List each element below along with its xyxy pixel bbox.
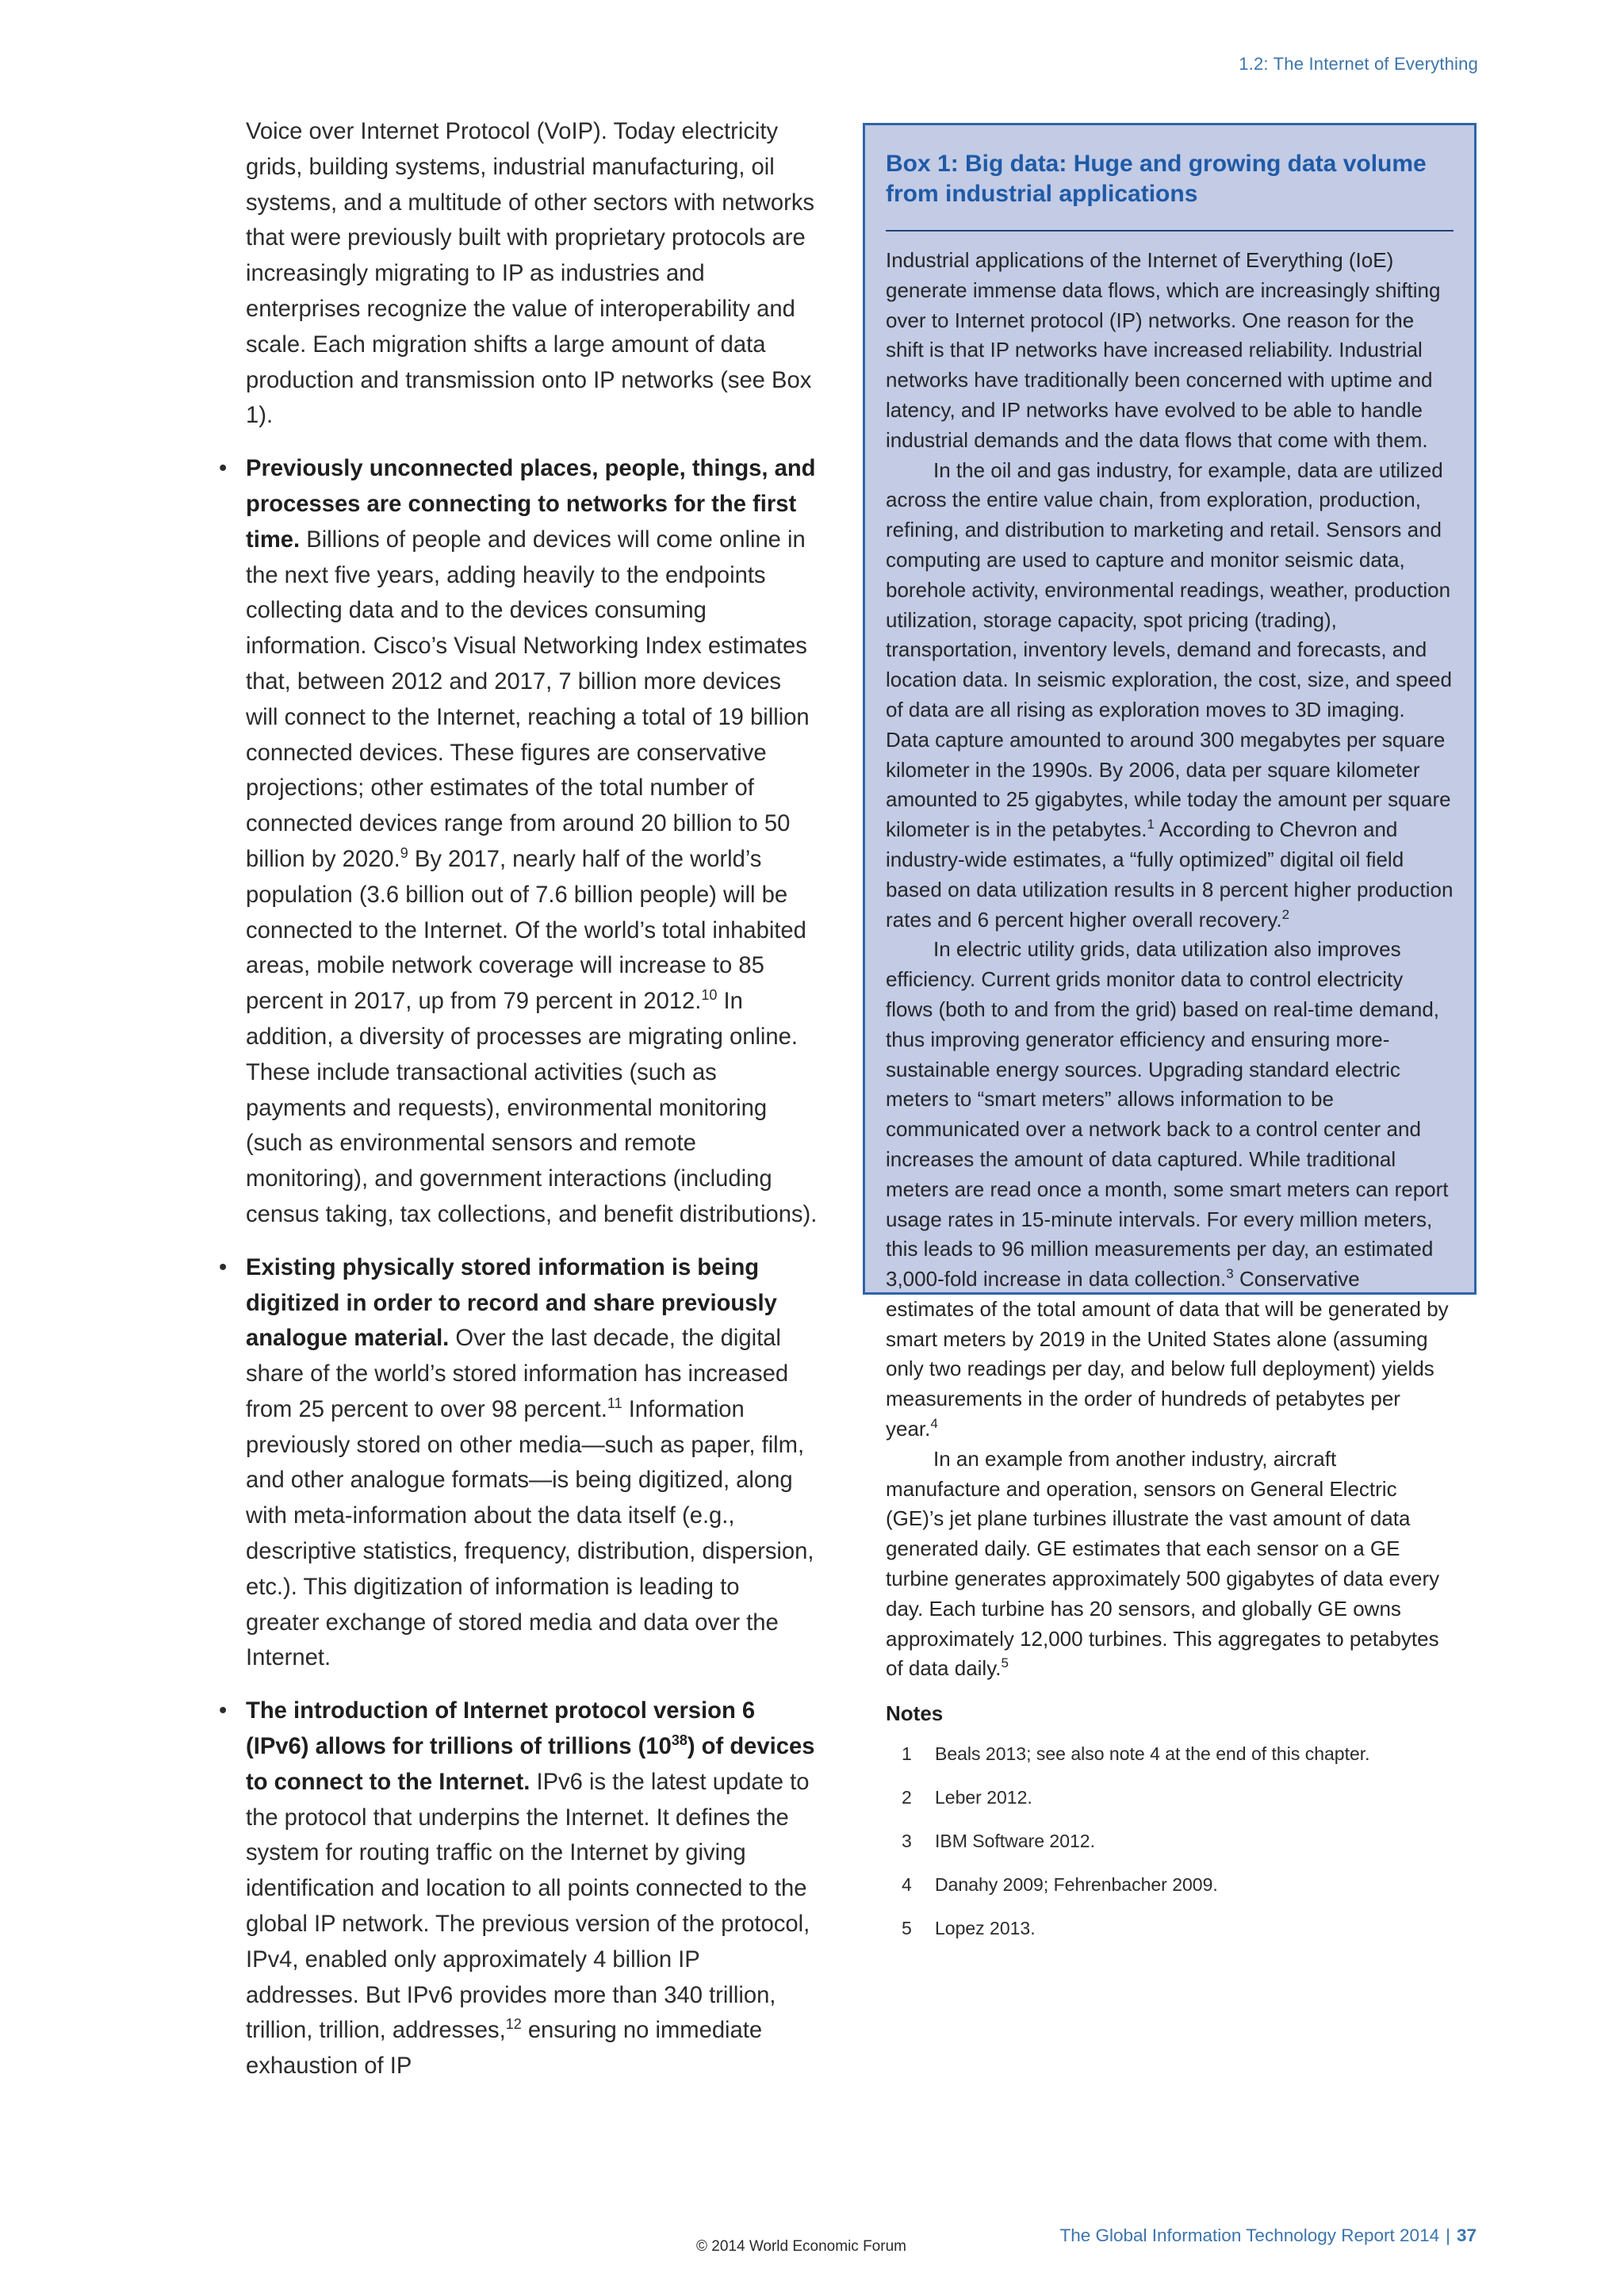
box-1 bbox=[863, 123, 1477, 1939]
page-number: 37 bbox=[1456, 2225, 1477, 2245]
note-text: IBM Software 2012. bbox=[935, 1831, 1095, 1852]
footnote-ref: 3 bbox=[1226, 1266, 1234, 1282]
footer-separator: | bbox=[1446, 2225, 1450, 2245]
box-text: In the oil and gas industry, for example, data are utilized across the entire value chain, from exploration, production, refining, and distribution to marketing and retail. Sensors and computing are used to capture and monitor seismic data, borehole activity, environmental readings, weather, production utilization, storage capacity, spot pricing (trading), transportation, inventory levels, demand and forecasts, and location data. In seismic exploration, the cost, size, and speed of data are all rising as exploration moves to 3D imaging. Data capture amounted to around 300 megabytes per square kilometer in the 1990s. By 2006, data per square kilometer amounted to 25 gigabytes, while today the amount per square kilometer is in the petabytes. bbox=[886, 457, 1452, 842]
note-item bbox=[886, 1732, 1454, 1776]
box-body bbox=[886, 246, 1454, 1684]
footnote-ref: 9 bbox=[400, 844, 408, 861]
exponent: 38 bbox=[671, 1732, 688, 1749]
note-item bbox=[886, 1776, 1454, 1820]
notes-title: Notes bbox=[886, 1701, 944, 1726]
copyright: © 2014 World Economic Forum bbox=[696, 2238, 906, 2255]
footnote-ref: 5 bbox=[1001, 1655, 1009, 1671]
note-number: 2 bbox=[902, 1787, 912, 1808]
running-head: 1.2: The Internet of Everything bbox=[1239, 54, 1478, 74]
note-number: 3 bbox=[902, 1831, 912, 1852]
intro-paragraph: Voice over Internet Protocol (VoIP). Today electricity grids, building systems, industrial manufacturing, oil systems, and a multitude of other sectors with networks that were previously built with proprietary protocols are increasingly migrating to IP as industries and enterprises recognize the value of interoperability and scale. Each migration shifts a large amount of data production and transmission onto IP networks (see Box 1). bbox=[246, 119, 815, 429]
note-number: 4 bbox=[902, 1874, 912, 1896]
footnote-ref: 1 bbox=[1147, 817, 1155, 832]
box-text: According to Chevron and industry-wide estimates, a “fully optimized” digital oil field based on data utilization results in 8 percent higher production rates and 6 percent higher overall recovery. bbox=[886, 817, 1454, 932]
box-paragraph bbox=[886, 456, 1454, 936]
bullet-item bbox=[219, 1693, 818, 2084]
bullet-text: By 2017, nearly half of the world’s population (3.6 billion out of 7.6 billion people) will be connected to the Internet. Of the world’s total inhabited areas, mobile network coverage will increase to 85 percent in 2017, up from 79 percent in 2012. bbox=[246, 846, 806, 1015]
note-item bbox=[886, 1820, 1454, 1863]
left-column bbox=[219, 114, 818, 2084]
footer-report bbox=[1059, 2225, 1477, 2246]
bullet-paragraph bbox=[246, 451, 818, 1233]
note-number: 5 bbox=[902, 1918, 912, 1939]
box-title: Box 1: Big data: Huge and growing data volume from industrial applications bbox=[886, 151, 1427, 207]
box-divider bbox=[886, 230, 1454, 232]
box-text: In an example from another industry, aircraft manufacture and operation, sensors on General Electric (GE)’s jet plane turbines illustrate the vast amount of data generated daily. GE estimates that each sensor on a GE turbine generates approximately 500 gigabytes of data every day. Each turbine has 20 sensors, and globally GE owns approximately 12,000 turbines. This aggregates to petabytes of data daily. bbox=[886, 1446, 1440, 1681]
bullet-lead: Previously unconnected places, people, things, and processes are connecting to networks for the first time. bbox=[246, 456, 816, 553]
bullet-marker: • bbox=[219, 456, 228, 482]
bullet-text: Information previously stored on other media—such as paper, film, and other analogue formats—is being digitized, along with meta-information about the data itself (e.g., descriptive statistics, frequency, distribution, dispersion, etc.). This digitization of information is leading to greater exchange of stored media and data over the Internet. bbox=[246, 1396, 814, 1671]
note-text: Beals 2013; see also note 4 at the end of this chapter. bbox=[935, 1743, 1370, 1765]
bullet-text: Over the last decade, the digital share of the world’s stored information has increased from 25 percent to over 98 percent. bbox=[246, 1326, 789, 1422]
footnote-ref: 12 bbox=[505, 2016, 522, 2033]
report-title: The Global Information Technology Report 2014 bbox=[1059, 2225, 1440, 2245]
notes-list bbox=[886, 1732, 1454, 1950]
note-item bbox=[886, 1907, 1454, 1950]
note-item bbox=[886, 1863, 1454, 1907]
bullet-lead-part: The introduction of Internet protocol version 6 (IPv6) allows for trillions of trillions (10 bbox=[246, 1698, 756, 1760]
bullet-text: Billions of people and devices will come online in the next five years, adding heavily to the endpoints collecting data and to the devices consuming information. Cisco’s Visual Networking Index estimates that, between 2012 and 2017, 7 billion more devices will connect to the Internet, reaching a total of 19 billion connected devices. These figures are conservative projections; other estimates of the total number of connected devices range from around 20 billion to 50 billion by 2020. bbox=[246, 526, 810, 872]
note-text: Danahy 2009; Fehrenbacher 2009. bbox=[935, 1874, 1218, 1896]
note-number: 1 bbox=[902, 1743, 912, 1765]
box-text: In electric utility grids, data utilization also improves efficiency. Current grids monitor data to control electricity flows (both to and from the grid) based on real-time demand, thus improving generator efficiency and ensuring more-sustainable energy sources. Upgrading standard electric meters to “smart meters” allows information to be communicated over a network back to a control center and increases the amount of data captured. While traditional meters are read once a month, some smart meters can report usage rates in 15-minute intervals. For every million meters, this leads to 96 million measurements per day, an estimated 3,000-fold increase in data collection. bbox=[886, 937, 1449, 1292]
box-paragraph bbox=[886, 935, 1454, 1445]
bullet-text: In addition, a diversity of processes are migrating online. These include transactional activities (such as payments and requests), environmental monitoring (such as environmental sensors and remote monitoring), and government interactions (including census taking, tax collections, and benefit distributions). bbox=[246, 989, 818, 1227]
footnote-ref: 2 bbox=[1281, 906, 1290, 922]
box-text: Conservative estimates of the total amount of data that will be generated by smart meters by 2019 in the United States alone (assuming only two readings per day, and below full deployment) yields measurements in the order of hundreds of petabytes per year. bbox=[886, 1267, 1449, 1441]
bullet-paragraph bbox=[246, 1250, 818, 1677]
bullet-marker: • bbox=[219, 1254, 228, 1280]
footnote-ref: 11 bbox=[607, 1395, 622, 1411]
footnote-ref: 10 bbox=[701, 987, 718, 1004]
footnote-ref: 4 bbox=[930, 1416, 938, 1432]
bullet-lead: Existing physically stored information is being digitized in order to record and share previously analogue material. bbox=[246, 1254, 777, 1352]
bullet-lead-part: ) of devices to connect to the Internet. bbox=[246, 1734, 815, 1795]
note-text: Lopez 2013. bbox=[935, 1918, 1036, 1939]
bullet-marker: • bbox=[219, 1698, 228, 1724]
note-text: Leber 2012. bbox=[935, 1787, 1032, 1808]
box-paragraph: Industrial applications of the Internet of Everything (IoE) generate immense data flows, which are increasingly shifting over to Internet protocol (IP) networks. One reason for the shift is that IP networks have increased reliability. Industrial networks have traditionally been concerned with uptime and latency, and IP networks have evolved to be able to handle industrial demands and the data flows that come with them. bbox=[886, 248, 1441, 452]
bullet-item bbox=[219, 451, 818, 1233]
bullet-text: IPv6 is the latest update to the protocol that underpins the Internet. It defines the system for routing traffic on the Internet by giving identification and location to all points connected to the global IP network. The previous version of the protocol, IPv4, enabled only approximately 4 billion IP addresses. But IPv6 provides more than 340 trillion, trillion, trillion, addresses, bbox=[246, 1769, 810, 2044]
bullet-paragraph bbox=[246, 1693, 818, 2084]
bullet-text: ensuring no immediate exhaustion of IP bbox=[246, 2018, 763, 2080]
bullet-item bbox=[219, 1250, 818, 1677]
box-paragraph bbox=[886, 1445, 1454, 1684]
